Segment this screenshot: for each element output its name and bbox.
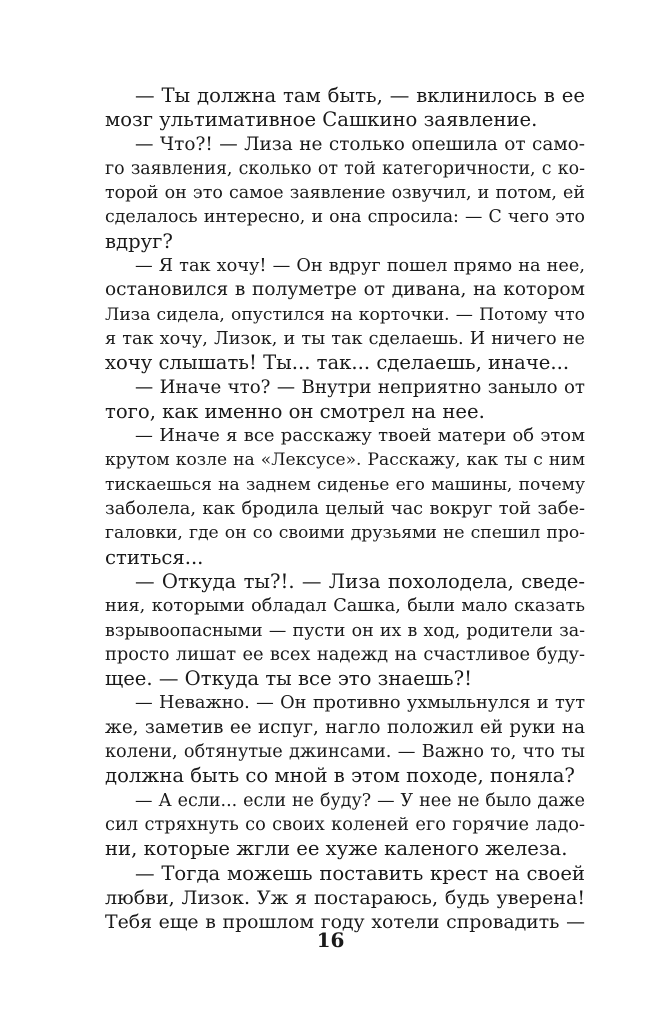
- text-line: того, как именно он смотрел на нее.: [105, 399, 485, 423]
- text-line: я так хочу, Лизок, и ты так сделаешь. И ничего не: [105, 328, 585, 349]
- text-line: мозг ультимативное Сашкино заявление.: [105, 108, 538, 132]
- text-line: сил стряхнуть со своих коленей его горячие ладо-: [105, 813, 585, 835]
- text-line: ния, которыми обладал Сашка, были мало сказать: [105, 596, 585, 617]
- text-line: любви, Лизок. Уж я постараюсь, будь уверена!: [105, 886, 585, 909]
- text-line: должна быть со мной в этом походе, поняла?: [105, 764, 575, 788]
- text-line: хочу слышать! Ты... так... сделаешь, иначе...: [105, 351, 570, 375]
- text-line: — А если... если не буду? — У нее не было даже: [135, 790, 585, 811]
- text-line: — Я так хочу! — Он вдруг пошел прямо на нее,: [135, 256, 585, 277]
- text-line: — Откуда ты?!. — Лиза похолодела, сведе-: [135, 569, 585, 593]
- text-line: ни, которые жгли ее хуже каленого железа.: [105, 837, 568, 861]
- text-line: — Неважно. — Он противно ухмыльнулся и тут: [135, 693, 585, 714]
- text-line: тискаешься на заднем сиденье его машины, почему: [105, 474, 585, 495]
- text-line: колени, обтянутые джинсами. — Важно то, что ты: [105, 742, 585, 763]
- book-page-text: [105, 84, 585, 934]
- text-line: ститься...: [105, 545, 204, 569]
- text-line: — Иначе что? — Внутри неприятно заныло от: [135, 376, 585, 398]
- text-line: галовки, где он со своими друзьями не спешил про-: [105, 523, 585, 544]
- text-line: вдруг?: [105, 229, 173, 253]
- text-line: — Иначе я все расскажу твоей матери об этом: [135, 425, 585, 447]
- text-line: торой он это самое заявление озвучил, и потом, ей: [105, 183, 585, 204]
- text-line: сделалось интересно, и она спросила: — С чего это: [105, 207, 585, 228]
- text-line: просто лишат ее всех надежд на счастливое буду-: [105, 643, 585, 665]
- text-line: взрывоопасными — пусти он их в ход, родители за-: [105, 620, 585, 641]
- page-number: 16: [316, 928, 345, 952]
- text-line: остановился в полуметре от дивана, на котором: [105, 279, 585, 301]
- text-line: Тебя еще в прошлом году хотели спровадить —: [105, 911, 585, 934]
- text-line: щее. — Откуда ты все это знаешь?!: [105, 667, 472, 691]
- text-line: же, заметив ее испуг, нагло положил ей руки на: [105, 716, 585, 738]
- text-line: — Что?! — Лиза не столько опешила от само-: [135, 133, 585, 155]
- text-line: — Тогда можешь поставить крест на своей: [135, 861, 585, 885]
- text-line: Лиза сидела, опустился на корточки. — Потому что: [105, 304, 585, 325]
- text-line: заболела, как бродила целый час вокруг той забе-: [105, 499, 585, 520]
- text-line: крутом козле на «Лексусе». Расскажу, как ты с ним: [105, 450, 585, 471]
- text-line: го заявления, сколько от той категоричности, с ко-: [105, 158, 585, 179]
- text-line: — Ты должна там быть, — вклинилось в ее: [135, 84, 585, 107]
